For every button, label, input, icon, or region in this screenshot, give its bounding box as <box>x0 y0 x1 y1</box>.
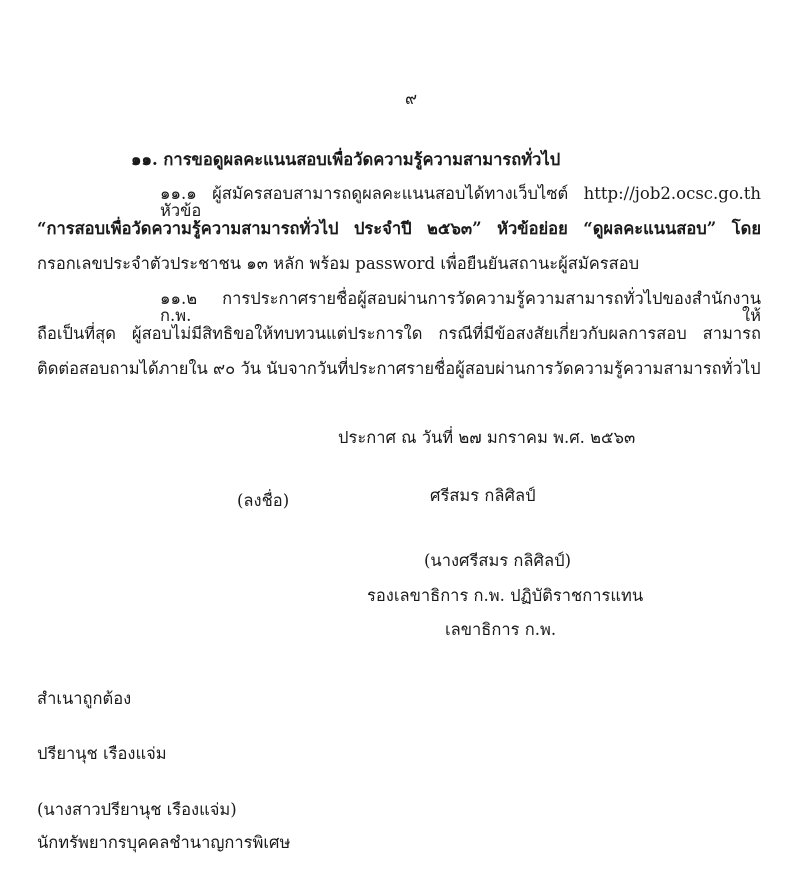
signatory-full-name: (นางศรีสมร กลิศิลป์) <box>424 551 572 570</box>
item-11-1-line-1: ๑๑.๑ ผู้สมัครสอบสามารถดูผลคะแนนสอบได้ทางเว็บไซต์ http://job2.ocsc.go.th หัวข้อ <box>160 184 761 220</box>
item-11-2-line-3: ติดต่อสอบถามได้ภายใน ๙๐ วัน นับจากวันที่ประกาศรายชื่อผู้สอบผ่านการวัดความรู้ความสามารถทั่วไป <box>37 359 761 378</box>
signatory-position-2: เลขาธิการ ก.พ. <box>445 620 557 639</box>
section-heading: ๑๑. การขอดูผลคะแนนสอบเพื่อวัดความรู้ความสามารถทั่วไป <box>131 150 561 169</box>
certified-copy-label: สำเนาถูกต้อง <box>37 689 132 708</box>
certifier-position: นักทรัพยากรบุคคลชำนาญการพิเศษ <box>37 833 291 852</box>
page-number: ๙ <box>405 89 418 108</box>
sign-label: (ลงชื่อ) <box>237 491 290 510</box>
signatory-position: รองเลขาธิการ ก.พ. ปฏิบัติราชการแทน <box>367 586 644 605</box>
item-11-2-line-2: ถือเป็นที่สุด ผู้สอบไม่มีสิทธิขอให้ทบทวนแต่ประการใด กรณีที่มีข้อสงสัยเกี่ยวกับผลการสอบ สามารถ <box>37 324 761 343</box>
item-11-1-line-3: กรอกเลขประจำตัวประชาชน ๑๓ หลัก พร้อม password เพื่อยืนยันสถานะผู้สมัครสอบ <box>37 254 640 273</box>
announcement-date: ประกาศ ณ วันที่ ๒๗ มกราคม พ.ศ. ๒๕๖๓ <box>338 428 636 447</box>
certifier-signature: ปรียานุช เรืองแจ่ม <box>37 744 167 763</box>
signature-name: ศรีสมร กลิศิลป์ <box>430 486 536 505</box>
item-11-1-line-2: “การสอบเพื่อวัดความรู้ความสามารถทั่วไป ประจำปี ๒๕๖๓” หัวข้อย่อย “ดูผลคะแนนสอบ” โดย <box>37 219 761 238</box>
certifier-full-name: (นางสาวปรียานุช เรืองแจ่ม) <box>37 800 237 819</box>
item-11-2-line-1: ๑๑.๒ การประกาศรายชื่อผู้สอบผ่านการวัดความรู้ความสามารถทั่วไปของสำนักงาน ก.พ. ให้ <box>160 289 761 325</box>
